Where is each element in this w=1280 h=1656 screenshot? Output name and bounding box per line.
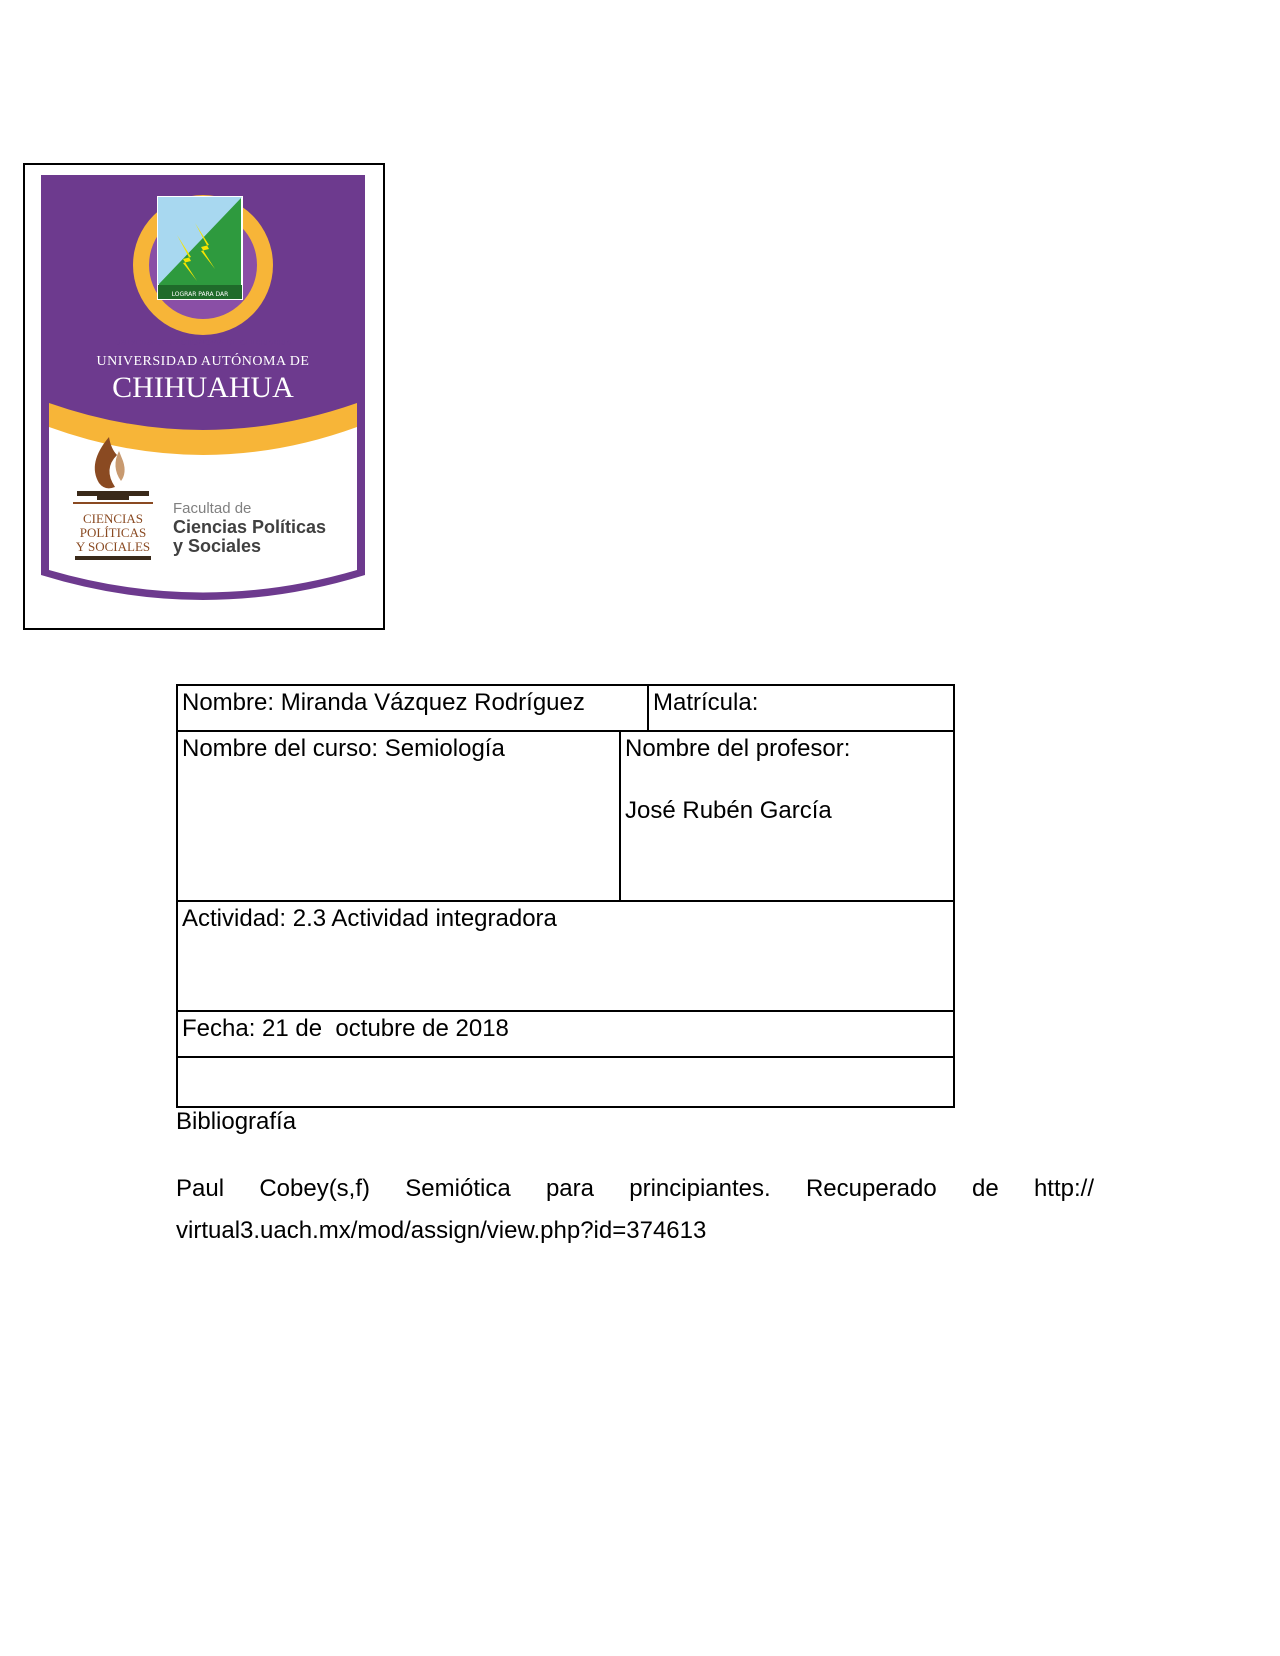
info-table [176, 684, 955, 1112]
matricula-label: Matrícula: [653, 689, 759, 716]
professor-label: Nombre del profesor: [625, 735, 851, 762]
reference-line2: virtual3.uach.mx/mod/assign/view.php?id=374613 [176, 1217, 707, 1244]
faculty-line1: Facultad de [173, 500, 252, 517]
university-line1: UNIVERSIDAD AUTÓNOMA DE [96, 354, 310, 369]
faculty-line3: y Sociales [173, 536, 262, 556]
university-line2: CHIHUAHUA [112, 371, 294, 404]
emblem-line3: Y SOCIALES [75, 539, 151, 554]
cell-curso [176, 730, 621, 902]
logo-graphic [25, 165, 383, 628]
bibliography-reference [176, 1168, 1094, 1252]
seal-motto: LOGRAR PARA DAR [171, 291, 229, 298]
emblem-line1: CIENCIAS [83, 511, 143, 526]
student-name: Nombre: Miranda Vázquez Rodríguez [182, 689, 585, 716]
bibliography-title: Bibliografía [176, 1108, 297, 1135]
reference-line1: Paul Cobey(s,f) Semiótica para principiantes. Recuperado de http:// [176, 1175, 1094, 1202]
cell-fecha [176, 1010, 955, 1058]
cell-empty [176, 1056, 955, 1108]
date-text: Fecha: 21 de octubre de 2018 [182, 1015, 509, 1042]
cell-nombre [176, 684, 649, 732]
activity-name: Actividad: 2.3 Actividad integradora [182, 905, 557, 932]
cell-profesor [619, 730, 955, 902]
cell-matricula [647, 684, 955, 732]
professor-name: José Rubén García [625, 797, 832, 824]
cell-actividad [176, 900, 955, 1012]
faculty-line2: Ciencias Políticas [173, 517, 327, 537]
course-name: Nombre del curso: Semiología [182, 735, 505, 762]
seal-ring-text: UNIVERSIDAD AUTÓNOMA DE CHIHUAHUA [114, 338, 292, 347]
emblem-line2: POLÍTICAS [79, 525, 147, 540]
university-logo [23, 163, 385, 630]
